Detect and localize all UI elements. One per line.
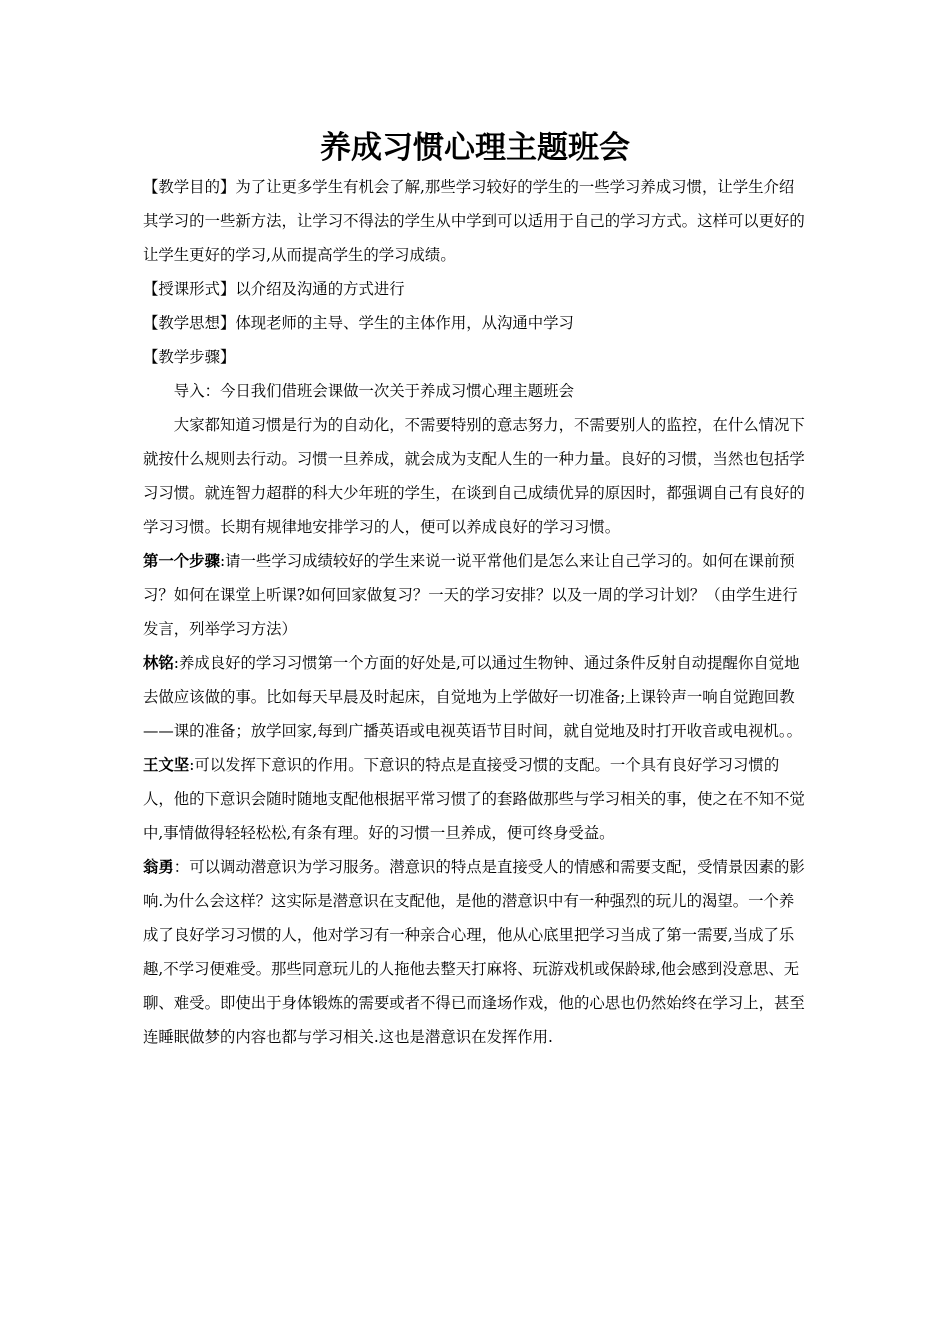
step1-paragraph — [143, 544, 807, 646]
step1-label: 第一个步骤 — [143, 552, 220, 570]
speaker2-name: 王文坚 — [143, 756, 190, 774]
document-body — [143, 170, 807, 1054]
idea-paragraph: 【教学思想】体现老师的主导、学生的主体作用，从沟通中学习 — [143, 314, 574, 332]
speaker3-text: ：可以调动潜意识为学习服务。潜意识的特点是直接受人的情感和需要支配，受情景因素的影响.为什么会这样？这实际是潜意识在支配他，是他的潜意识中有一种强烈的玩儿的渴望。一个养成了良好学习习惯的人，他对学习有一种亲合心理，他从心底里把学习当成了第一需要,当成了乐趣,不学习便难受。那些同意玩儿的人拖他去整天打麻将、玩游戏机或保龄球,他会感到没意思、无聊、难受。即使出于身体锻炼的需要或者不得已而逢场作戏，他的心思也仍然始终在学习上，甚至连睡眠做梦的内容也都与学习相关.这也是潜意识在发挥作用. — [143, 858, 805, 1046]
intro-paragraph: 导入：今日我们借班会课做一次关于养成习惯心理主题班会 — [173, 382, 574, 400]
form-paragraph: 【授课形式】以介绍及沟通的方式进行 — [143, 280, 405, 298]
speaker3-paragraph — [143, 850, 807, 1054]
document-title: 养成习惯心理主题班会 — [320, 130, 630, 166]
speaker3-name: 翁勇 — [143, 858, 174, 876]
steps-heading: 【教学步骤】 — [143, 348, 236, 366]
speaker1-paragraph — [143, 646, 807, 748]
speaker1-name: 林铭 — [143, 654, 174, 672]
step1-text: :请一些学习成绩较好的学生来说一说平常他们是怎么来让自己学习的。如何在课前预习？如何在课堂上听课?如何回家做复习？一天的学习安排？以及一周的学习计划？（由学生进行发言，列举学习方法） — [143, 552, 798, 638]
objective-paragraph: 【教学目的】为了让更多学生有机会了解,那些学习较好的学生的一些学习养成习惯，让学生介绍其学习的一些新方法，让学习不得法的学生从中学到可以适用于自己的学习方式。这样可以更好的让学生更好的学习,从而提高学生的学习成绩。 — [143, 178, 805, 264]
habit-paragraph: 大家都知道习惯是行为的自动化，不需要特别的意志努力，不需要别人的监控，在什么情况下就按什么规则去行动。习惯一旦养成，就会成为支配人生的一种力量。良好的习惯，当然也包括学习习惯。就连智力超群的科大少年班的学生，在谈到自己成绩优异的原因时，都强调自己有良好的学习习惯。长期有规律地安排学习的人，便可以养成良好的学习习惯。 — [143, 416, 805, 536]
speaker2-text: :可以发挥下意识的作用。下意识的特点是直接受习惯的支配。一个具有良好学习习惯的人，他的下意识会随时随地支配他根据平常习惯了的套路做那些与学习相关的事，使之在不知不觉中,事情做得轻轻松松,有条有理。好的习惯一旦养成，便可终身受益。 — [143, 756, 805, 842]
speaker1-text: :养成良好的学习习惯第一个方面的好处是,可以通过生物钟、通过条件反射自动提醒你自觉地去做应该做的事。比如每天早晨及时起床，自觉地为上学做好一切准备;上课铃声一响自觉跑回教——课的准备；放学回家,每到广播英语或电视英语节目时间，就自觉地及时打开收音或电视机。。 — [143, 654, 802, 740]
speaker2-paragraph — [143, 748, 807, 850]
